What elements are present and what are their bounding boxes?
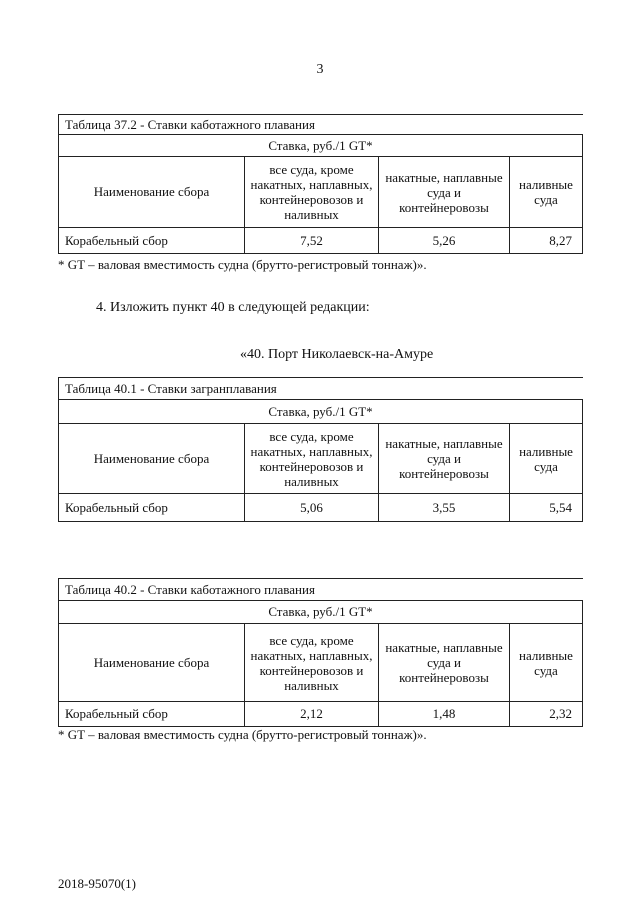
rate-header: Ставка, руб./1 GT* (59, 601, 583, 624)
column-header-all-ships: все суда, кроме накатных, наплавных, контейнеровозов и наливных (245, 424, 379, 494)
column-header-name: Наименование сбора (59, 157, 245, 228)
value-cell: 2,32 (510, 702, 583, 727)
rate-header: Ставка, руб./1 GT* (59, 400, 583, 424)
value-cell: 5,26 (379, 228, 510, 254)
value-cell: 3,55 (379, 494, 510, 522)
section-heading: «40. Порт Николаевск-на-Амуре (240, 347, 434, 362)
column-header-roro: накатные, наплавные суда и контейнеровозы (379, 157, 510, 228)
table-caption: Таблица 40.1 - Ставки загранплавания (59, 378, 583, 400)
value-cell: 5,54 (510, 494, 583, 522)
column-header-all-ships: все суда, кроме накатных, наплавных, контейнеровозов и наливных (245, 157, 379, 228)
column-header-name: Наименование сбора (59, 424, 245, 494)
value-cell: 7,52 (245, 228, 379, 254)
table-caption: Таблица 37.2 - Ставки каботажного плавания (59, 115, 583, 135)
footnote: * GT – валовая вместимость судна (брутто-регистровый тоннаж)». (58, 257, 427, 272)
instruction-text: 4. Изложить пункт 40 в следующей редакции: (96, 300, 370, 315)
column-header-tankers: наливные суда (510, 424, 583, 494)
column-header-roro: накатные, наплавные суда и контейнеровозы (379, 624, 510, 702)
page-number: 3 (316, 62, 324, 77)
column-header-roro: накатные, наплавные суда и контейнеровозы (379, 424, 510, 494)
table-37-2 (58, 114, 583, 254)
row-name: Корабельный сбор (59, 702, 245, 727)
footnote: * GT – валовая вместимость судна (брутто-регистровый тоннаж)». (58, 727, 427, 742)
document-code: 2018-95070(1) (58, 876, 136, 891)
value-cell: 1,48 (379, 702, 510, 727)
value-cell: 2,12 (245, 702, 379, 727)
column-header-tankers: наливные суда (510, 624, 583, 702)
table-40-2 (58, 578, 583, 727)
row-name: Корабельный сбор (59, 494, 245, 522)
value-cell: 5,06 (245, 494, 379, 522)
column-header-tankers: наливные суда (510, 157, 583, 228)
row-name: Корабельный сбор (59, 228, 245, 254)
column-header-all-ships: все суда, кроме накатных, наплавных, контейнеровозов и наливных (245, 624, 379, 702)
rate-header: Ставка, руб./1 GT* (59, 135, 583, 157)
table-caption: Таблица 40.2 - Ставки каботажного плавания (59, 579, 583, 601)
column-header-name: Наименование сбора (59, 624, 245, 702)
table-40-1 (58, 377, 583, 522)
value-cell: 8,27 (510, 228, 583, 254)
